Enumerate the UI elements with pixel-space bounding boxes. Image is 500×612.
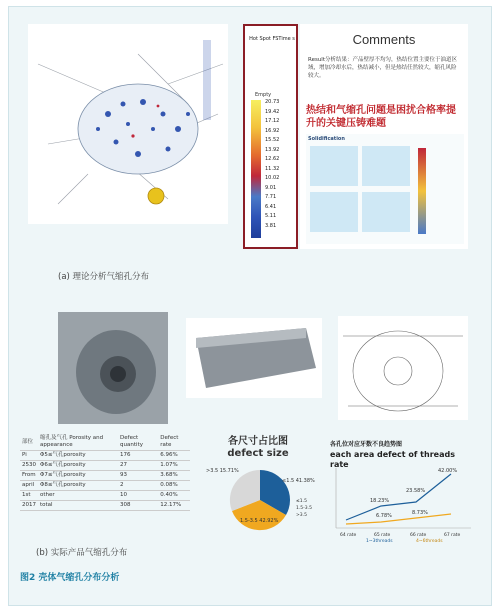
product-photo-1	[58, 312, 168, 424]
x-tick: 66 rate	[410, 533, 427, 538]
data-label: 42.00%	[438, 468, 458, 474]
table-cell: Φ7≤气孔porosity	[38, 471, 118, 481]
table-cell: 2530	[20, 461, 38, 471]
table-row	[20, 451, 190, 461]
solidification-view	[310, 192, 358, 232]
legend-value: 10.02	[265, 175, 280, 181]
data-label: 18.23%	[370, 498, 390, 504]
table-cell: 1st	[20, 491, 38, 501]
solidification-panel	[306, 134, 464, 244]
table-header-row	[20, 434, 190, 451]
comments-slide	[300, 24, 468, 249]
table-header: 部位	[20, 434, 38, 451]
legend-value: 13.92	[265, 146, 280, 153]
x-tick: 65 rate	[374, 533, 391, 538]
table-row	[20, 461, 190, 471]
product-photo-2	[186, 318, 322, 398]
simulation-drawing	[28, 24, 228, 224]
solidification-label: Solidification	[308, 136, 345, 142]
pie-label: ≤1.5 41.38%	[282, 478, 315, 484]
pie-label: 1.5-3.5 42.92%	[240, 518, 279, 524]
table-cell: other	[38, 491, 118, 501]
series-line-1	[346, 474, 451, 520]
solidification-scale	[418, 148, 426, 234]
solidification-view	[310, 146, 358, 186]
legend-value: 16.92	[265, 127, 280, 134]
solidification-view	[362, 146, 410, 186]
legend-value: 12.62	[265, 156, 280, 162]
table-cell: From	[20, 471, 38, 481]
x-tick: 67 rate	[444, 533, 461, 538]
comments-body: Result分析结果：产品壁厚不均匀，热结位置主要位于油道区域，增加冷却水后，热结减小，但是热结任然较大，缩孔风险较大。	[308, 57, 457, 79]
caption-a: (a) 理论分析气缩孔分布	[58, 272, 150, 282]
caption-b: (b) 实际产品气缩孔分布	[36, 548, 128, 558]
figure-title: 图2 壳体气缩孔分布分析	[20, 573, 120, 583]
series-legend: 4~6threads	[416, 539, 443, 542]
legend-empty-label: Empty	[255, 92, 272, 98]
table-cell: 27	[118, 461, 158, 471]
comments-title: Comments	[352, 32, 416, 47]
thread-title-en: each area defect of threads rate	[330, 450, 455, 469]
series-line-2	[346, 514, 451, 524]
legend-value: 6.41	[265, 203, 277, 210]
data-label: 23.58%	[406, 488, 426, 494]
table-header: Defect quantity	[118, 434, 158, 451]
table-row	[20, 471, 190, 481]
data-label: 8.73%	[412, 510, 428, 516]
legend-color-bar	[251, 100, 261, 238]
table-cell: 308	[118, 501, 158, 511]
table-cell: Φ6≤气孔porosity	[38, 461, 118, 471]
pie-title-cn: 各尺寸占比图	[228, 436, 288, 447]
thread-chart	[326, 462, 476, 542]
pie-legend-item: >3.5	[296, 513, 307, 518]
comments-headline: 热结和气缩孔问题是困扰合格率提升的关键压铸难题	[306, 105, 456, 129]
series-legend: 1~3threads	[366, 539, 393, 542]
product-photo-1-drawing	[58, 312, 168, 424]
product-drawing-3-svg	[338, 316, 468, 420]
table-header: 缩孔及气孔 Porosity and appearance	[38, 434, 118, 451]
defect-table	[20, 434, 190, 511]
table-row	[20, 491, 190, 501]
table-cell: 176	[118, 451, 158, 461]
table-cell: 10	[118, 491, 158, 501]
table-cell: Φ5≤气孔porosity	[38, 451, 118, 461]
legend-value: 9.01	[265, 184, 277, 191]
legend-value: 20.73	[265, 99, 280, 105]
table-cell: 2017	[20, 501, 38, 511]
legend-title: Hot Spot FSTime s	[249, 36, 295, 42]
table-cell: 6.96%	[158, 451, 190, 461]
pie-legend-item: ≤1.5	[296, 499, 307, 504]
pie-chart	[204, 462, 316, 538]
legend-values	[265, 98, 295, 231]
product-drawing-3	[338, 316, 468, 420]
table-cell: 12.17%	[158, 501, 190, 511]
table-cell: Φ8≤气孔porosity	[38, 481, 118, 491]
table-cell: 1.07%	[158, 461, 190, 471]
table-cell: total	[38, 501, 118, 511]
product-photo-2-drawing	[186, 318, 322, 398]
table-cell: 93	[118, 471, 158, 481]
table-header: Defect rate	[158, 434, 190, 451]
legend-value: 15.52	[265, 137, 280, 143]
legend-value: 19.42	[265, 108, 280, 115]
table-cell: 0.08%	[158, 481, 190, 491]
table-cell: 2	[118, 481, 158, 491]
table-cell: 0.40%	[158, 491, 190, 501]
pie-legend-item: 1.5-3.5	[296, 506, 312, 511]
solidification-view	[362, 192, 410, 232]
table-cell: 3.68%	[158, 471, 190, 481]
table-cell: april	[20, 481, 38, 491]
table-row	[20, 481, 190, 491]
table-row	[20, 501, 190, 511]
thread-title-cn: 各孔位对应牙数不良趋势图	[330, 441, 403, 448]
legend-value: 3.81	[265, 222, 277, 229]
pie-label: >3.5 15.71%	[206, 468, 239, 474]
pie-title-en: defect size	[227, 448, 289, 459]
table-cell: Pi	[20, 451, 38, 461]
data-label: 6.78%	[376, 513, 392, 519]
legend-value: 11.32	[265, 165, 280, 172]
x-tick: 64 rate	[340, 533, 357, 538]
legend-value: 7.71	[265, 194, 277, 200]
pie-chart-title	[208, 436, 308, 460]
legend-value: 17.12	[265, 118, 280, 124]
legend-value: 5.11	[265, 213, 277, 219]
simulation-image	[28, 24, 228, 224]
fstime-legend	[243, 24, 298, 249]
